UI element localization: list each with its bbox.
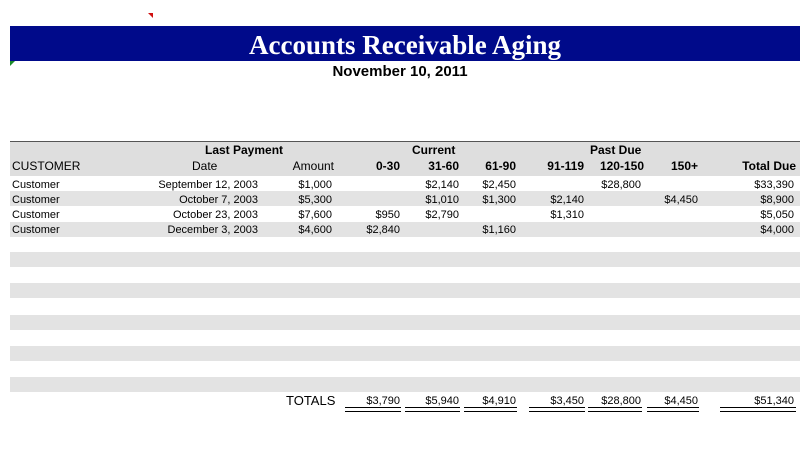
- double-underline: [345, 407, 401, 412]
- row-stripe: [10, 252, 800, 267]
- cell-date: September 12, 2003: [158, 179, 258, 191]
- double-underline: [588, 407, 642, 412]
- header-120-150: 120-150: [599, 159, 644, 173]
- comment-indicator-red: [148, 13, 153, 18]
- header-150-plus: 150+: [670, 159, 698, 173]
- cell-date: December 3, 2003: [167, 224, 258, 236]
- cell-amount: $7,600: [298, 209, 332, 221]
- header-amount: Amount: [292, 159, 334, 173]
- report-title: Accounts Receivable Aging: [10, 26, 800, 61]
- cell-total: $8,900: [760, 194, 794, 206]
- row-stripe: [10, 315, 800, 330]
- total-150-plus: $4,450: [664, 395, 698, 407]
- cell-31-60: $2,790: [425, 209, 459, 221]
- cell-amount: $1,000: [298, 179, 332, 191]
- cell-120-150: $28,800: [601, 179, 641, 191]
- header-31-60: 31-60: [428, 159, 459, 173]
- header-0-30: 0-30: [375, 159, 400, 173]
- row-stripe: [10, 346, 800, 361]
- cell-total: $5,050: [760, 209, 794, 221]
- cell-customer: Customer: [12, 209, 60, 221]
- cell-total: $33,390: [754, 179, 794, 191]
- header-61-90: 61-90: [485, 159, 516, 173]
- total-0-30: $3,790: [366, 395, 400, 407]
- double-underline: [464, 407, 517, 412]
- total-61-90: $4,910: [482, 395, 516, 407]
- header-91-119: 91-119: [547, 159, 584, 173]
- cell-0-30: $2,840: [366, 224, 400, 236]
- row-stripe: [10, 222, 800, 237]
- cell-customer: Customer: [12, 179, 60, 191]
- cell-91-119: $2,140: [550, 194, 584, 206]
- total-31-60: $5,940: [425, 395, 459, 407]
- cell-0-30: $950: [375, 209, 400, 221]
- total-120-150: $28,800: [601, 395, 641, 407]
- header-current: Current: [412, 143, 456, 157]
- row-stripe: [10, 377, 800, 392]
- cell-91-119: $1,310: [550, 209, 584, 221]
- cell-31-60: $1,010: [425, 194, 459, 206]
- double-underline: [647, 407, 699, 412]
- totals-label: TOTALS: [286, 393, 336, 408]
- header-date: Date: [192, 159, 218, 173]
- header-last-payment: Last Payment: [205, 143, 284, 157]
- header-total-due: Total Due: [742, 159, 796, 173]
- double-underline: [529, 407, 585, 412]
- total-due: $51,340: [754, 395, 794, 407]
- cell-61-90: $1,160: [482, 224, 516, 236]
- cell-amount: $4,600: [298, 224, 332, 236]
- cell-total: $4,000: [760, 224, 794, 236]
- cell-amount: $5,300: [298, 194, 332, 206]
- double-underline: [405, 407, 460, 412]
- cell-date: October 7, 2003: [179, 194, 258, 206]
- cell-61-90: $1,300: [482, 194, 516, 206]
- cell-31-60: $2,140: [425, 179, 459, 191]
- cell-150-plus: $4,450: [664, 194, 698, 206]
- cell-customer: Customer: [12, 224, 60, 236]
- report-date: November 10, 2011: [332, 63, 468, 80]
- cell-date: October 23, 2003: [172, 209, 258, 221]
- header-customer: CUSTOMER: [12, 159, 81, 173]
- cell-customer: Customer: [12, 194, 60, 206]
- header-past-due: Past Due: [590, 143, 642, 157]
- total-91-119: $3,450: [550, 395, 584, 407]
- row-stripe: [10, 283, 800, 298]
- cell-61-90: $2,450: [482, 179, 516, 191]
- double-underline: [720, 407, 796, 412]
